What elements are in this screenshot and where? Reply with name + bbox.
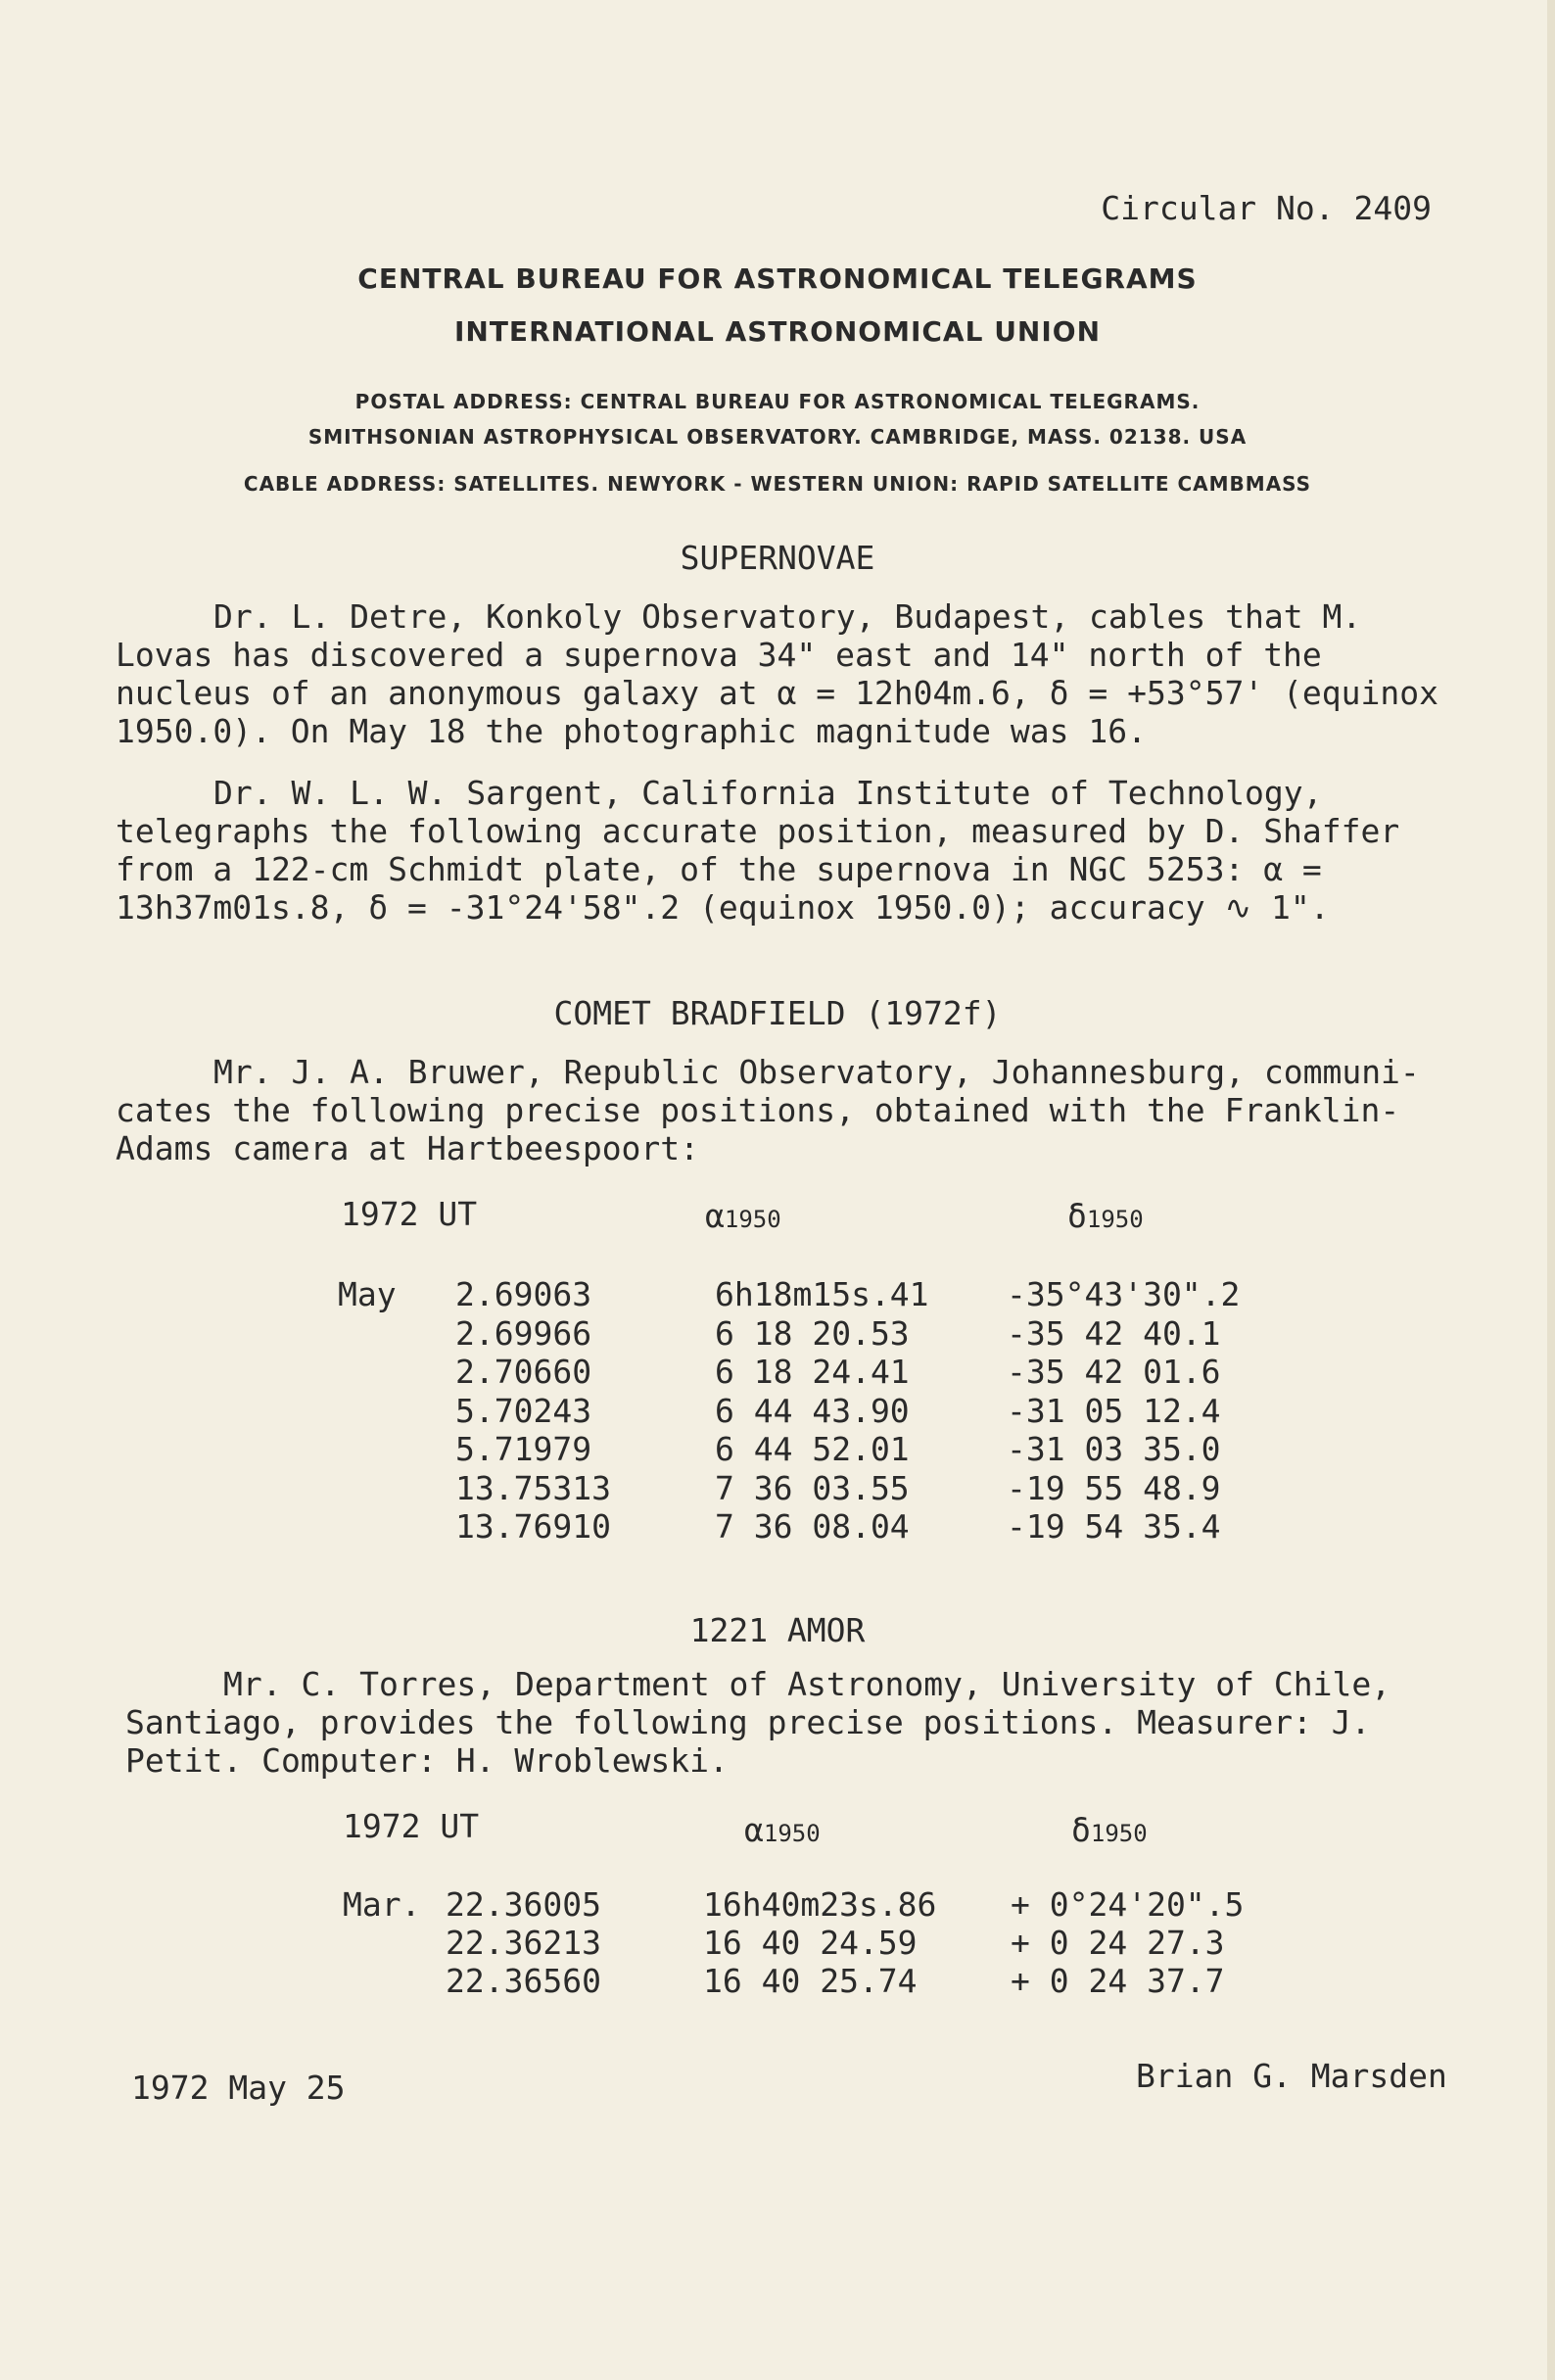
row-time: 22.36005 bbox=[446, 1885, 601, 1924]
text-line: Lovas has discovered a supernova 34" east and 14" north of the bbox=[116, 636, 1322, 674]
footer-signature: Brian G. Marsden bbox=[1136, 2057, 1447, 2095]
col-header-dec: δ1950 bbox=[1067, 1197, 1144, 1235]
row-ra: 16 40 24.59 bbox=[703, 1924, 918, 1962]
row-time: 2.69063 bbox=[455, 1275, 592, 1313]
row-ra: 6 18 24.41 bbox=[715, 1353, 910, 1391]
row-dec: + 0 24 37.7 bbox=[1011, 1962, 1225, 2000]
text-line: Santiago, provides the following precise positions. Measurer: J. bbox=[125, 1703, 1371, 1741]
row-dec: -35 42 40.1 bbox=[1007, 1313, 1221, 1353]
row-dec: + 0°24'20".5 bbox=[1011, 1885, 1245, 1924]
text-line: Mr. J. A. Bruwer, Republic Observatory, Johannesburg, communi- bbox=[213, 1053, 1420, 1091]
row-time: 22.36560 bbox=[446, 1962, 601, 2000]
row-time: 5.70243 bbox=[455, 1391, 592, 1430]
text-line: Adams camera at Hartbeespoort: bbox=[116, 1129, 700, 1167]
col-header-time: 1972 UT bbox=[343, 1807, 480, 1845]
text-line: cates the following precise positions, obtained with the Franklin- bbox=[116, 1091, 1400, 1129]
text-line: telegraphs the following accurate position, measured by D. Shaffer bbox=[116, 812, 1400, 850]
comet-paragraph bbox=[116, 1053, 1447, 1167]
org-subtitle: INTERNATIONAL ASTRONOMICAL UNION bbox=[453, 315, 1102, 348]
row-ra: 16 40 25.74 bbox=[703, 1962, 918, 2000]
row-time: 2.70660 bbox=[455, 1353, 592, 1391]
row-time: 22.36213 bbox=[446, 1924, 601, 1962]
text-line: from a 122-cm Schmidt plate, of the supernova in NGC 5253: α = bbox=[116, 850, 1322, 888]
row-ra: 6h18m15s.41 bbox=[715, 1275, 929, 1313]
row-ra: 6 44 43.90 bbox=[715, 1391, 910, 1430]
row-time: 13.75313 bbox=[455, 1468, 611, 1507]
row-time: 13.76910 bbox=[455, 1507, 611, 1546]
row-dec: -19 55 48.9 bbox=[1007, 1468, 1221, 1507]
page-edge bbox=[1547, 0, 1555, 2380]
section-title-comet: COMET BRADFIELD (1972f) bbox=[553, 994, 1002, 1032]
text-line: Petit. Computer: H. Wroblewski. bbox=[125, 1741, 729, 1780]
text-line: Dr. W. L. W. Sargent, California Institute of Technology, bbox=[213, 774, 1323, 812]
col-header-dec: δ1950 bbox=[1071, 1811, 1148, 1849]
row-time: 2.69966 bbox=[455, 1313, 592, 1353]
circular-number: Circular No. 2409 bbox=[1101, 189, 1432, 227]
col-header-ra: α1950 bbox=[744, 1811, 821, 1849]
amor-paragraph bbox=[125, 1665, 1457, 1780]
section-title-amor: 1221 AMOR bbox=[689, 1611, 866, 1649]
row-dec: -35°43'30".2 bbox=[1007, 1275, 1241, 1313]
col-header-ra: α1950 bbox=[705, 1197, 781, 1235]
supernovae-paragraph-1 bbox=[116, 597, 1447, 750]
text-line: nucleus of an anonymous galaxy at α = 12h04m.6, δ = +53°57' (equinox bbox=[116, 674, 1439, 712]
org-title: CENTRAL BUREAU FOR ASTRONOMICAL TELEGRAMS bbox=[357, 262, 1198, 295]
section-title-supernovae: SUPERNOVAE bbox=[680, 539, 875, 577]
text-line: 1950.0). On May 18 the photographic magnitude was 16. bbox=[116, 712, 1147, 750]
row-dec: + 0 24 27.3 bbox=[1011, 1924, 1225, 1962]
text-line: Mr. C. Torres, Department of Astronomy, University of Chile, bbox=[223, 1665, 1391, 1703]
row-dec: -31 03 35.0 bbox=[1007, 1430, 1221, 1468]
row-ra: 6 18 20.53 bbox=[715, 1313, 910, 1353]
postal-address-line1: POSTAL ADDRESS: CENTRAL BUREAU FOR ASTRONOMICAL TELEGRAMS. bbox=[354, 390, 1201, 413]
row-ra: 16h40m23s.86 bbox=[703, 1885, 937, 1924]
col-header-time: 1972 UT bbox=[341, 1195, 478, 1233]
row-dec: -19 54 35.4 bbox=[1007, 1507, 1221, 1546]
cable-address: CABLE ADDRESS: SATELLITES. NEWYORK - WESTERN UNION: RAPID SATELLITE CAMBMASS bbox=[243, 472, 1312, 496]
supernovae-paragraph-2 bbox=[116, 774, 1447, 927]
row-ra: 6 44 52.01 bbox=[715, 1430, 910, 1468]
month-label: Mar. bbox=[343, 1885, 421, 1924]
month-label: May bbox=[338, 1275, 397, 1313]
row-time: 5.71979 bbox=[455, 1430, 592, 1468]
text-line: Dr. L. Detre, Konkoly Observatory, Budapest, cables that M. bbox=[213, 597, 1362, 636]
row-dec: -35 42 01.6 bbox=[1007, 1353, 1221, 1391]
row-dec: -31 05 12.4 bbox=[1007, 1391, 1221, 1430]
postal-address-line2: SMITHSONIAN ASTROPHYSICAL OBSERVATORY. CAMBRIDGE, MASS. 02138. USA bbox=[307, 425, 1248, 449]
row-ra: 7 36 03.55 bbox=[715, 1468, 910, 1507]
footer-date: 1972 May 25 bbox=[131, 2069, 346, 2107]
row-ra: 7 36 08.04 bbox=[715, 1507, 910, 1546]
text-line: 13h37m01s.8, δ = -31°24'58".2 (equinox 1950.0); accuracy ∿ 1". bbox=[116, 888, 1330, 927]
